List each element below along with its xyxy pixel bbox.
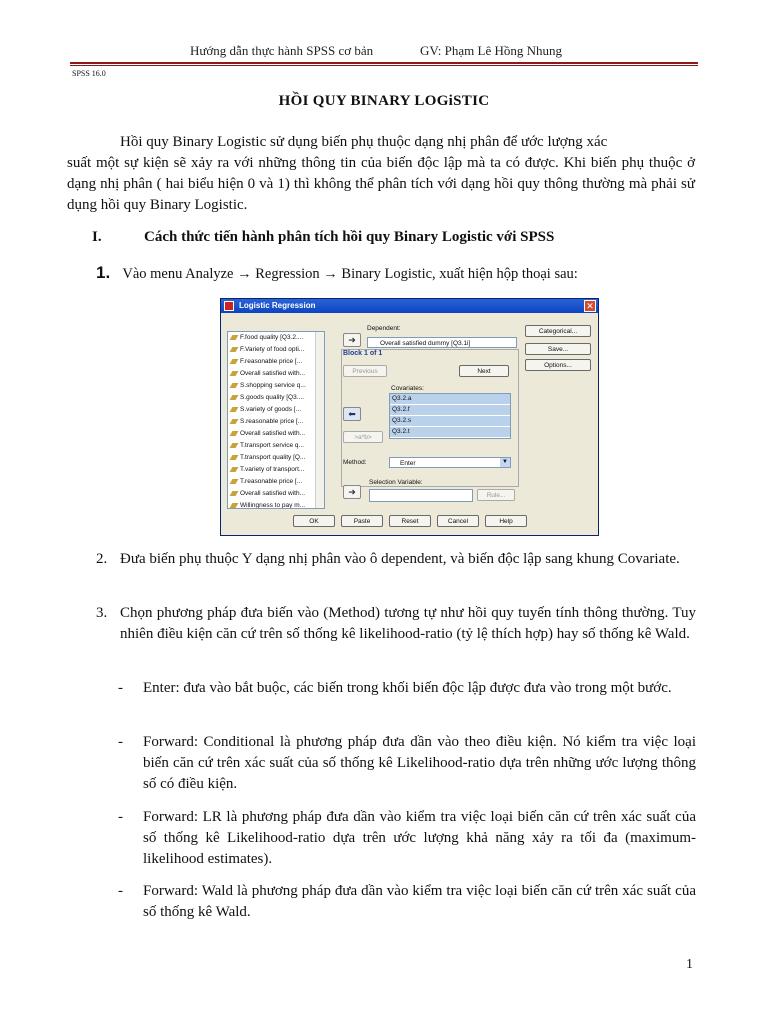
bullet-mark: - (118, 809, 123, 825)
variable-item[interactable]: F.reasonable price [... (228, 356, 324, 368)
step-3 (96, 603, 696, 645)
save-button[interactable]: Save... (525, 343, 591, 355)
method-label: Method: (343, 459, 367, 466)
method-value: Enter (400, 460, 416, 467)
variable-list[interactable] (227, 331, 325, 509)
covariate-item[interactable]: Q3.2.t (390, 427, 510, 437)
step-number: 2. (96, 551, 108, 567)
bullet-mark: - (118, 680, 123, 696)
variable-item[interactable]: Overall satisfied with... (228, 368, 324, 380)
step-number: 1. (96, 263, 111, 282)
logistic-regression-dialog (220, 298, 599, 536)
method-select[interactable] (389, 457, 511, 468)
header-rule (70, 62, 698, 64)
section-number: I. (92, 229, 102, 245)
step-text: Chọn phương pháp đưa biến vào (Method) tương tự như hồi quy tuyến tính thông thường. Tuy nhiên điều kiện căn cứ trên số thống kê likelihood-ratio (tỷ lệ thích hợp) hay số thống kê Wald. (120, 605, 696, 642)
bullet-item (118, 807, 696, 870)
intro-first-line: Hồi quy Binary Logistic sử dụng biến phụ thuộc dạng nhị phân để ước lượng xác (120, 134, 608, 150)
covariate-item[interactable]: Q3.2.f (390, 405, 510, 415)
page-header (0, 43, 768, 63)
section-title: Cách thức tiến hành phân tích hồi quy Binary Logistic với SPSS (144, 229, 555, 245)
bullet-mark: - (118, 883, 123, 899)
variable-item[interactable]: T.transport service q... (228, 440, 324, 452)
step-number: 3. (96, 605, 108, 621)
bullet-text: Forward: Wald là phương pháp đưa dần vào kiểm tra việc loại biến căn cứ trên xác suất của số thống kê Wald. (143, 883, 696, 920)
covariates-list[interactable] (389, 393, 511, 439)
bullet-text: Forward: LR là phương pháp đưa dần vào kiểm tra việc loại biến căn cứ trên xác suất của số thống kê Likelihood-ratio dựa trên ước lượng khả năng xảy ra tối đa (maximum-likelihood estimates). (143, 809, 696, 867)
variable-item[interactable]: F.Variety of food opti... (228, 344, 324, 356)
help-button[interactable]: Help (485, 515, 527, 527)
bullet-mark: - (118, 734, 123, 750)
step-2 (96, 549, 696, 570)
step-text: Đưa biến phụ thuộc Y dạng nhị phân vào ô dependent, và biến độc lập sang khung Covariate. (120, 551, 680, 567)
header-right: GV: Phạm Lê Hồng Nhung (420, 43, 563, 58)
dependent-field[interactable]: Overall satisfied dummy [Q3.1i] (367, 337, 517, 348)
selection-variable-field[interactable] (369, 489, 473, 502)
options-button[interactable]: Options... (525, 359, 591, 371)
next-button[interactable]: Next (459, 365, 509, 377)
dialog-title: Logistic Regression (239, 301, 316, 310)
variable-list-scrollbar[interactable] (315, 332, 324, 508)
selection-variable-label: Selection Variable: (369, 479, 423, 486)
covariate-item[interactable]: Q3.2.a (390, 394, 510, 404)
bullet-text: Enter: đưa vào bắt buộc, các biến trong khối biến độc lập được đưa vào trong một bước. (143, 680, 672, 696)
dependent-label: Dependent: (367, 325, 401, 332)
covariate-item[interactable]: Q3.2.s (390, 416, 510, 426)
bullet-item (118, 678, 696, 699)
ok-button[interactable]: OK (293, 515, 335, 527)
chevron-down-icon[interactable]: ▼ (500, 458, 510, 467)
rule-button[interactable]: Rule... (477, 489, 515, 501)
variable-item[interactable]: T.reasonable price [... (228, 476, 324, 488)
variable-item[interactable]: S.goods quality [Q3.... (228, 392, 324, 404)
paste-button[interactable]: Paste (341, 515, 383, 527)
header-left: Hướng dẫn thực hành SPSS cơ bản (190, 43, 374, 58)
variable-item[interactable]: Overall satisfied with... (228, 488, 324, 500)
variable-item[interactable]: S.reasonable price [... (228, 416, 324, 428)
variable-item[interactable]: T.transport quality [Q... (228, 452, 324, 464)
variable-item[interactable]: Overall satisfied with... (228, 428, 324, 440)
previous-button[interactable]: Previous (343, 365, 387, 377)
spss-version: SPSS 16.0 (72, 69, 106, 78)
variable-item[interactable]: Willingness to pay m... (228, 500, 324, 509)
bullet-item (118, 881, 696, 923)
page-number: 1 (686, 957, 693, 972)
dialog-titlebar (221, 299, 598, 313)
variable-item[interactable]: S.shopping service q... (228, 380, 324, 392)
intro-rest: suất một sự kiện sẽ xảy ra với những thông tin của biến độc lập mà ta có được. Khi biến phụ thuộc ở dạng nhị phân ( hai biểu hiện 0 và 1) thì không thể phân tích với dạng hồi quy thông thường mà phải sử dụng hồi quy Binary Logistic. (67, 155, 695, 213)
cancel-button[interactable]: Cancel (437, 515, 479, 527)
move-dependent-button[interactable]: ➜ (343, 333, 361, 347)
categorical-button[interactable]: Categorical... (525, 325, 591, 337)
variable-item[interactable]: S.variety of goods [... (228, 404, 324, 416)
block-label: Block 1 of 1 (343, 350, 383, 357)
intro-paragraph (67, 132, 695, 216)
covariates-label: Covariates: (391, 385, 424, 392)
bullet-item (118, 732, 696, 795)
page-title: HỒI QUY BINARY LOGiSTIC (278, 93, 490, 109)
move-selection-button[interactable]: ➜ (343, 485, 361, 499)
close-icon[interactable]: ✕ (584, 300, 596, 312)
app-icon (224, 301, 234, 311)
move-covariate-button[interactable]: ⬅ (343, 407, 361, 421)
variable-item[interactable]: F.food quality [Q3.2.... (228, 332, 324, 344)
header-rule-thin (70, 65, 698, 66)
reset-button[interactable]: Reset (389, 515, 431, 527)
interaction-button[interactable]: >a*b> (343, 431, 383, 443)
variable-item[interactable]: T.variety of transport... (228, 464, 324, 476)
step-1 (96, 263, 578, 283)
step-text: Vào menu Analyze → Regression → Binary Logistic, xuất hiện hộp thoại sau: (122, 266, 578, 282)
bullet-text: Forward: Conditional là phương pháp đưa dần vào theo điều kiện. Nó kiểm tra việc loại biến căn cứ trên xác suất của số thống kê Likelihood-ratio dựa trên những ước lượng thông số có điều kiện. (143, 734, 696, 792)
